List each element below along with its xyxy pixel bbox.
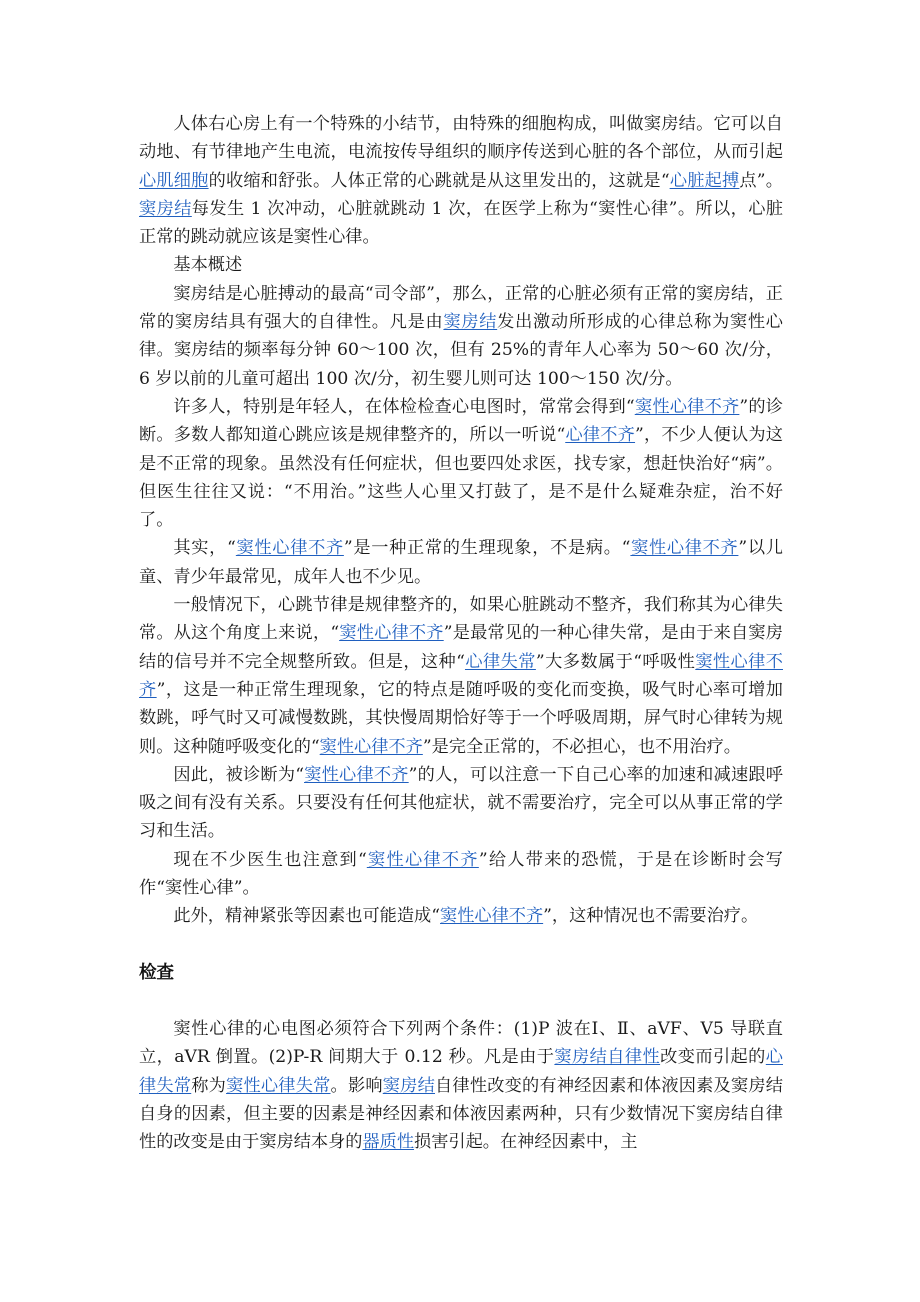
paragraph <box>139 110 783 251</box>
paragraph-text: 其实，“ <box>173 538 236 559</box>
term-link[interactable]: 窦性心律不齐 <box>304 764 409 785</box>
paragraph-text: 。影响 <box>330 1075 383 1096</box>
paragraph <box>139 280 783 393</box>
paragraph <box>139 902 783 930</box>
paragraph-text: 点”。 <box>739 170 783 191</box>
term-link[interactable]: 心律不齐 <box>565 425 636 446</box>
term-link[interactable]: 心肌细胞 <box>139 170 209 191</box>
term-link[interactable]: 窦性心律不齐 <box>630 538 739 559</box>
paragraph-text: 的收缩和舒张。人体正常的心跳就是从这里发出的，这就是“ <box>208 170 670 191</box>
paragraph-text: ”，不少人便认为这是不正常的现象。虽然没有任何症状，但也要四处求医，找专家，想赶快治好“病”。但医生往往又说：“不用治。”这些人心里又打鼓了，是不是什么疑难杂症，治不好了。 <box>139 425 783 531</box>
intro-section <box>139 110 783 931</box>
exam-section <box>139 1015 783 1156</box>
paragraph <box>139 846 783 903</box>
paragraph-text: ”以儿童、青少年最常见，成年人也不少见。 <box>139 538 783 587</box>
paragraph-text: ”的诊断。多数人都知道心跳应该是规律整齐的，所以一听说“ <box>139 396 783 446</box>
paragraph-text: 每发生 1 次冲动，心脏就跳动 1 次，在医学上称为“窦性心律”。所以，心脏正常的跳动就应该是窦性心律。 <box>139 198 783 248</box>
term-link[interactable]: 窦性心律不齐 <box>339 623 444 644</box>
term-link[interactable]: 窦性心律不齐 <box>235 538 344 559</box>
paragraph-text: 窦房结是心脏搏动的最高“司令部”，那么，正常的心脏必须有正常的窦房结，正常的窦房结具有强大的自律性。凡是由 <box>139 283 783 333</box>
paragraph-text: ”给人带来的恐慌，于是在诊断时会写作“窦性心律”。 <box>139 849 783 899</box>
paragraph-text: 此外，精神紧张等因素也可能造成“ <box>173 906 440 927</box>
term-link[interactable]: 窦房结 <box>382 1075 435 1096</box>
paragraph <box>139 591 783 761</box>
section-spacer <box>139 931 783 959</box>
section-spacer <box>139 987 783 1015</box>
paragraph <box>139 761 783 846</box>
paragraph-text: ”大多数属于“呼吸性 <box>535 651 696 672</box>
paragraph-text: 发出激动所形成的心律总称为窦性心律。窦房结的频率每分钟 60～100 次，但有 25%的青年人心率为 50～60 次/分，6 岁以前的儿童可超出 100 次/分，初生婴儿则可达 100～150 次/分。 <box>139 312 783 389</box>
term-link[interactable]: 窦房结自律性 <box>554 1047 661 1068</box>
term-link[interactable]: 窦性心律不齐 <box>139 651 783 700</box>
term-link[interactable]: 心律失常 <box>139 1047 783 1096</box>
term-link[interactable]: 心脏起搏 <box>669 170 740 191</box>
term-link[interactable]: 窦房结 <box>139 198 192 219</box>
document-page <box>139 110 783 1156</box>
paragraph-text: ”是完全正常的，不必担心，也不用治疗。 <box>422 736 741 757</box>
paragraph-text: 现在不少医生也注意到“ <box>173 849 367 870</box>
paragraph-text: ”，这是一种正常生理现象，它的特点是随呼吸的变化而变换，吸气时心率可增加数跳，呼气时又可减慢数跳，其快慢周期恰好等于一个呼吸周期，屏气时心律转为规则。这种随呼吸变化的“ <box>139 679 783 757</box>
term-link[interactable]: 窦性心律失常 <box>226 1075 331 1096</box>
term-link[interactable]: 器质性 <box>362 1132 415 1153</box>
paragraph-text: ”，这种情况也不需要治疗。 <box>543 906 759 927</box>
paragraph-text: ”是一种正常的生理现象，不是病。“ <box>343 538 631 559</box>
paragraph-text: 人体右心房上有一个特殊的小结节，由特殊的细胞构成，叫做窦房结。它可以自动地、有节律地产生电流，电流按传导组织的顺序传送到心脏的各个部位，从而引起 <box>139 114 783 163</box>
paragraph-text: 自律性改变的有神经因素和体液因素及窦房结自身的因素，但主要的因素是神经因素和体液因素两种，只有少数情况下窦房结自律性的改变是由于窦房结本身的 <box>139 1075 783 1153</box>
paragraph-text: ”的人，可以注意一下自己心率的加速和减速跟呼吸之间有没有关系。只要没有任何其他症状，就不需要治疗，完全可以从事正常的学习和生活。 <box>139 764 783 842</box>
paragraph-text: 基本概述 <box>173 255 243 276</box>
term-link[interactable]: 窦房结 <box>443 312 498 333</box>
paragraph-text: 窦性心律的心电图必须符合下列两个条件：(1)P 波在Ⅰ、Ⅱ、aVF、V5 导联直立，aVR 倒置。(2)P-R 间期大于 0.12 秒。凡是由于 <box>139 1018 783 1068</box>
paragraph-text: ”是最常见的一种心律失常，是由于来自窦房结的信号并不完全规整所致。但是，这种“ <box>139 623 783 672</box>
paragraph <box>139 393 783 534</box>
paragraph <box>139 1015 783 1156</box>
paragraph-text: 称为 <box>191 1075 227 1096</box>
term-link[interactable]: 窦性心律不齐 <box>319 736 423 757</box>
section-heading-check: 检查 <box>139 962 174 983</box>
term-link[interactable]: 窦性心律不齐 <box>440 906 544 927</box>
paragraph <box>139 251 783 279</box>
paragraph-text: 一般情况下，心跳节律是规律整齐的，如果心脏跳动不整齐，我们称其为心律失常。从这个角度上来说，“ <box>139 595 783 644</box>
paragraph-text: 改变而引起的 <box>660 1047 766 1068</box>
paragraph-text: 许多人，特别是年轻人，在体检检查心电图时，常常会得到“ <box>173 396 635 417</box>
paragraph-text: 因此，被诊断为“ <box>173 764 305 785</box>
term-link[interactable]: 窦性心律不齐 <box>634 396 740 417</box>
term-link[interactable]: 心律失常 <box>464 651 536 672</box>
paragraph-text: 损害引起。在神经因素中，主 <box>414 1132 638 1153</box>
term-link[interactable]: 窦性心律不齐 <box>366 849 479 870</box>
paragraph <box>139 534 783 591</box>
